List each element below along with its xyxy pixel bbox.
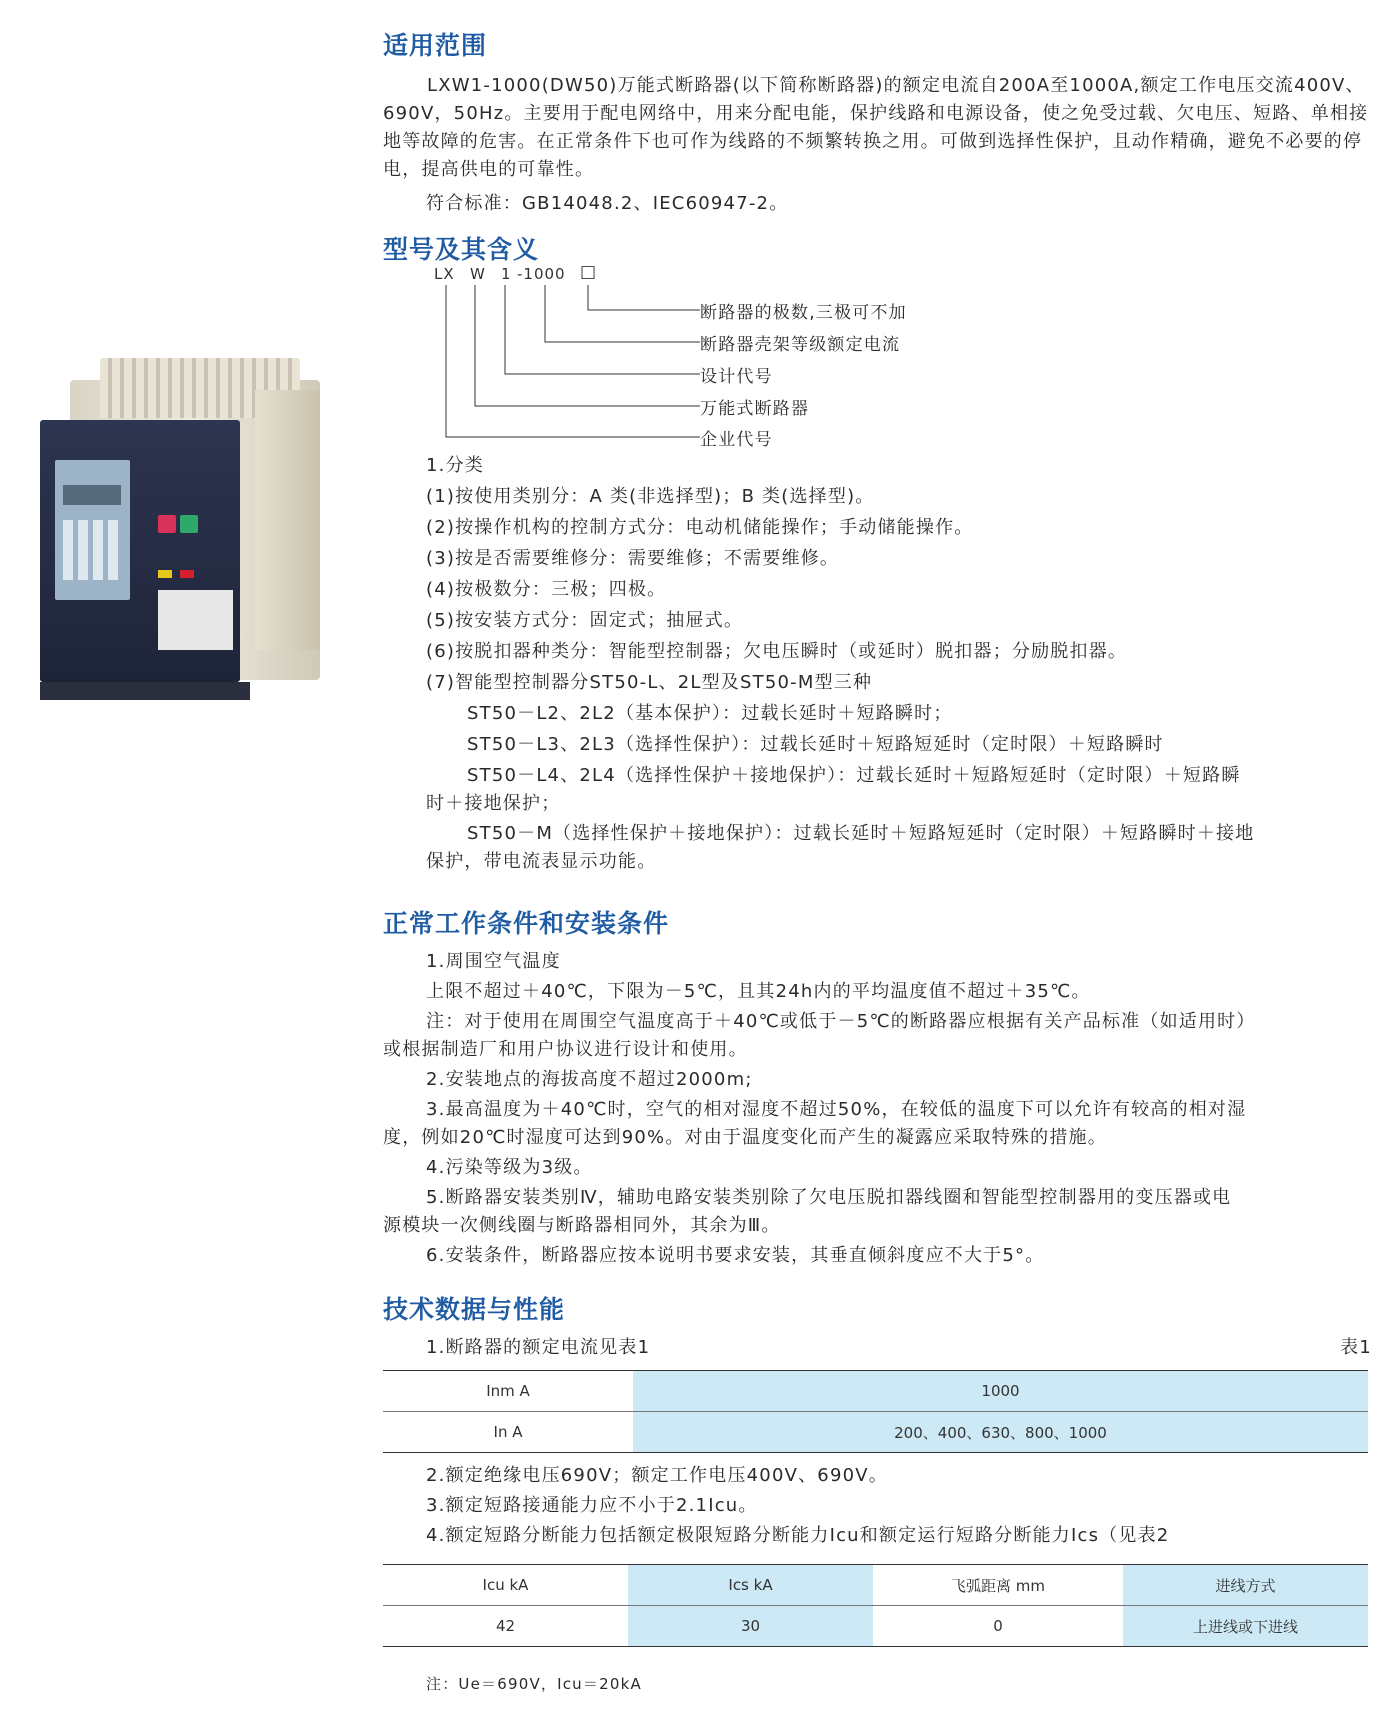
breaker-base xyxy=(40,682,250,700)
cond-humidity-2: 度，例如20℃时湿度可达到90%。对由于温度变化而产生的凝露应采取特殊的措施。 xyxy=(383,1127,1107,1148)
tech-voltage: 2.额定绝缘电压690V；额定工作电压400V、690V。 xyxy=(426,1465,888,1486)
code-part-1000: -1000 xyxy=(517,265,566,283)
table2-cell-icu: 42 xyxy=(383,1606,628,1647)
status-indicator-yellow xyxy=(158,570,172,578)
meaning-poles: 断路器的极数,三极可不加 xyxy=(700,303,907,323)
cond-temp-text: 上限不超过＋40℃，下限为－5℃，且其24h内的平均温度值不超过＋35℃。 xyxy=(426,981,1091,1002)
off-button-icon xyxy=(158,515,176,533)
controller-lcd xyxy=(63,485,121,505)
st50-l2-line: ST50－L2、2L2（基本保护）：过载长延时＋短路瞬时； xyxy=(467,703,953,724)
model-code-leader-lines xyxy=(430,265,990,450)
table1-value-inm: 1000 xyxy=(633,1371,1368,1412)
cond-humidity-1: 3.最高温度为＋40℃时，空气的相对湿度不超过50%，在较低的温度下可以允许有较高的相对湿 xyxy=(426,1099,1247,1120)
st50-m-line-cont: 保护，带电流表显示功能。 xyxy=(426,851,657,872)
table2-footnote: 注：Ue＝690V，Icu＝20kA xyxy=(426,1675,642,1693)
meaning-design-code: 设计代号 xyxy=(700,367,773,387)
class-line-4: (4)按极数分：三极；四极。 xyxy=(426,579,667,600)
cond-install-category-1: 5.断路器安装类别Ⅳ，辅助电路安装类别除了欠电压脱扣器线圈和智能型控制器用的变压器或电 xyxy=(426,1187,1232,1208)
model-code-diagram xyxy=(430,262,990,450)
class-line-2: (2)按操作机构的控制方式分：电动机储能操作；手动储能操作。 xyxy=(426,517,974,538)
table1-label-inm: Inm A xyxy=(383,1371,633,1412)
meaning-universal-breaker: 万能式断路器 xyxy=(700,399,810,419)
tech-heading: 技术数据与性能 xyxy=(383,1295,566,1324)
breaking-capacity-table xyxy=(383,1564,1368,1647)
cond-note-line-1: 注：对于使用在周围空气温度高于＋40℃或低于－5℃的断路器应根据有关产品标准（如适用时） xyxy=(426,1011,1256,1032)
meaning-frame-current: 断路器壳架等级额定电流 xyxy=(700,335,901,355)
table1-value-in: 200、400、630、800、1000 xyxy=(633,1412,1368,1453)
table1-label-in: In A xyxy=(383,1412,633,1453)
table-row xyxy=(383,1606,1368,1647)
cond-temp-title: 1.周围空气温度 xyxy=(426,951,561,972)
meaning-company-code: 企业代号 xyxy=(700,430,773,450)
code-part-poles-box: □ xyxy=(580,262,598,282)
table2-cell-ics: 30 xyxy=(628,1606,873,1647)
st50-m-line: ST50－M（选择性保护＋接地保护）：过载长延时＋短路短延时（定时限）＋短路瞬时＋接地 xyxy=(467,823,1255,844)
controller-keypad xyxy=(63,520,121,580)
breaker-side-panel xyxy=(255,390,320,650)
class-line-3: (3)按是否需要维修分：需要维修；不需要维修。 xyxy=(426,548,840,569)
table1-caption: 1.断路器的额定电流见表1 xyxy=(426,1337,651,1358)
table2-header-ics: Ics kA xyxy=(628,1565,873,1606)
class-line-7: (7)智能型控制器分ST50-L、2L型及ST50-M型三种 xyxy=(426,672,873,693)
table2-header-arc: 飞弧距离 mm xyxy=(873,1565,1123,1606)
code-part-1: 1 xyxy=(501,265,512,283)
tech-breaking-capacity: 4.额定短路分断能力包括额定极限短路分断能力Icu和额定运行短路分断能力Ics（见表2 xyxy=(426,1525,1170,1546)
table1-label: 表1 xyxy=(1340,1337,1372,1358)
cond-note-line-2: 或根据制造厂和用户协议进行设计和使用。 xyxy=(383,1039,748,1060)
st50-l3-line: ST50－L3、2L3（选择性保护）：过载长延时＋短路短延时（定时限）＋短路瞬时 xyxy=(467,734,1164,755)
status-indicator-red xyxy=(180,570,194,578)
nameplate xyxy=(158,590,233,650)
classification-title: 1.分类 xyxy=(426,455,484,476)
st50-l4-line-cont: 时＋接地保护； xyxy=(426,793,561,814)
table-row xyxy=(383,1412,1368,1453)
st50-l4-line: ST50－L4、2L4（选择性保护＋接地保护）：过载长延时＋短路短延时（定时限）＋短路瞬 xyxy=(467,765,1241,786)
table2-cell-wiring: 上进线或下进线 xyxy=(1123,1606,1368,1647)
cond-pollution: 4.污染等级为3级。 xyxy=(426,1157,593,1178)
breaker-front-panel xyxy=(40,420,240,682)
table-row xyxy=(383,1565,1368,1606)
scope-paragraph: LXW1-1000(DW50)万能式断路器(以下简称断路器)的额定电流自200A至1000A,额定工作电压交流400V、690V，50Hz。主要用于配电网络中，用来分配电能，保护线路和电源设备，使之免受过载、欠电压、短路、单相接地等故障的危害。在正常条件下也可作为线路的不频繁转换之用。可做到选择性保护，且动作精确，避免不必要的停电，提高供电的可靠性。 xyxy=(383,75,1369,180)
scope-heading: 适用范围 xyxy=(383,31,488,60)
code-part-lx: LX xyxy=(434,265,455,283)
tech-making-capacity: 3.额定短路接通能力应不小于2.1Icu。 xyxy=(426,1495,758,1516)
product-photo xyxy=(40,350,330,700)
table-row xyxy=(383,1371,1368,1412)
table2-header-wiring: 进线方式 xyxy=(1123,1565,1368,1606)
table2-cell-arc: 0 xyxy=(873,1606,1123,1647)
class-line-6: (6)按脱扣器种类分：智能型控制器；欠电压瞬时（或延时）脱扣器；分励脱扣器。 xyxy=(426,641,1128,662)
table2-header-icu: Icu kA xyxy=(383,1565,628,1606)
cond-installation: 6.安装条件，断路器应按本说明书要求安装，其垂直倾斜度应不大于5°。 xyxy=(426,1245,1045,1266)
rated-current-table xyxy=(383,1370,1368,1453)
on-button-icon xyxy=(180,515,198,533)
controller-panel xyxy=(55,460,130,600)
cond-altitude: 2.安装地点的海拔高度不超过2000m; xyxy=(426,1069,753,1090)
conditions-heading: 正常工作条件和安装条件 xyxy=(383,909,670,938)
code-part-w: W xyxy=(470,265,486,283)
class-line-1: (1)按使用类别分：A 类(非选择型)；B 类(选择型)。 xyxy=(426,486,875,507)
cond-install-category-2: 源模块一次侧线圈与断路器相同外，其余为Ⅲ。 xyxy=(383,1215,781,1236)
scope-standard: 符合标准：GB14048.2、IEC60947-2。 xyxy=(426,193,789,214)
class-line-5: (5)按安装方式分：固定式；抽屉式。 xyxy=(426,610,744,631)
model-heading: 型号及其含义 xyxy=(383,235,540,264)
